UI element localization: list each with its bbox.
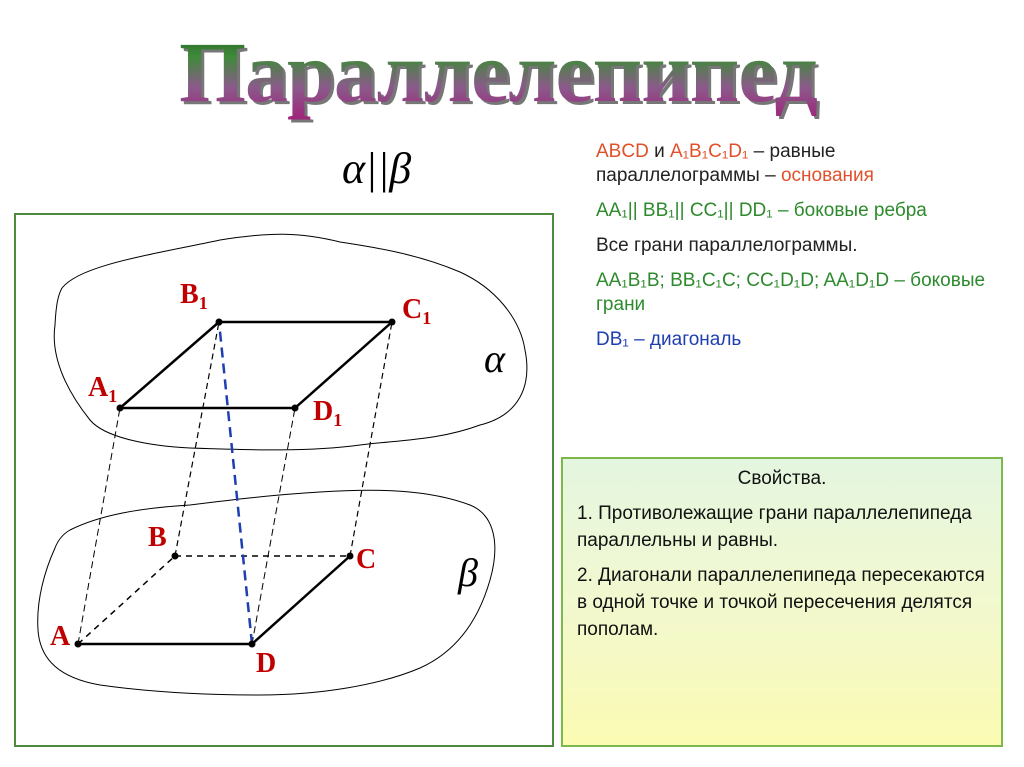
parallel-relation: α||β xyxy=(342,144,412,193)
property-2: 2. Диагонали параллелепипеда пересекаются в одной точке и точкой пересечения делятся пополам. xyxy=(577,565,985,640)
properties-heading: Свойства. xyxy=(737,468,827,489)
label-B: B xyxy=(148,522,167,553)
label-A1: $A_1$ xyxy=(88,372,118,406)
edge-A-B xyxy=(78,556,175,644)
property-1: 1. Противолежащие грани параллелепипеда параллельны и равны. xyxy=(577,503,972,551)
def-diagonal: DB₁ – диагональ xyxy=(596,329,742,350)
def-bases: ABCD и A₁B₁C₁D₁ – равные параллелограммы – основания xyxy=(596,141,874,186)
page-title: Параллелепипед xyxy=(118,22,878,122)
label-C: C xyxy=(356,544,377,575)
label-alpha: α xyxy=(484,336,505,381)
edge-D-C xyxy=(252,556,350,644)
def-lateral-faces: AA₁B₁B; BB₁C₁C; CC₁D₁D; AA₁D₁D – боковые грани xyxy=(596,270,986,315)
label-C1: $C_1$ xyxy=(402,294,432,328)
def-lateral-edges: AA₁|| BB₁|| CC₁|| DD₁ – боковые ребра xyxy=(596,200,927,221)
edge-D-D1 xyxy=(252,408,295,644)
edge-A1-B1 xyxy=(120,322,219,408)
properties-box xyxy=(561,457,1003,747)
plane-alpha xyxy=(54,234,527,450)
def-faces: Все грани параллелограммы. xyxy=(596,235,858,256)
label-B1: $B_1$ xyxy=(180,279,208,313)
definitions-panel xyxy=(596,140,996,363)
label-D: D xyxy=(256,648,277,679)
edge-B-B1 xyxy=(175,322,219,556)
edge-C-C1 xyxy=(350,322,392,556)
label-A: A xyxy=(50,621,71,652)
edge-A-A1 xyxy=(78,408,120,644)
label-D1: $D_1$ xyxy=(313,396,343,430)
diagonal-DB1 xyxy=(219,322,252,644)
label-beta: β xyxy=(458,550,478,595)
edge-C1-D1 xyxy=(295,322,392,408)
